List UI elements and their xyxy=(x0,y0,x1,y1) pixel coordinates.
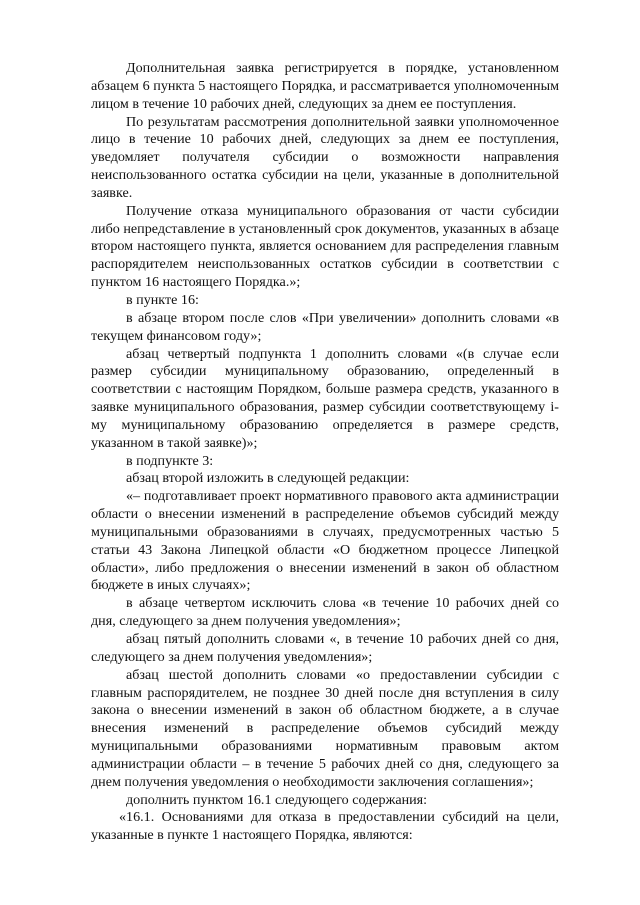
document-page xyxy=(91,60,559,845)
paragraph-new-wording-intro: абзац второй изложить в следующей редакции: xyxy=(126,470,410,487)
paragraph-point-16-1-intro: дополнить пунктом 16.1 следующего содержания: xyxy=(126,791,428,808)
paragraph-additional-application-registration: Дополнительная заявка регистрируется в порядке, установленном абзацем 6 пункта 5 настоящего Порядка, и рассматривается уполномоченным лицом в течение 10 рабочих дней, следующих за днем ее поступления. xyxy=(91,60,559,112)
paragraph-sixth-addition: абзац шестой дополнить словами «о предоставлении субсидии с главным распорядителем, не позднее 30 дней после дня вступления в силу закона о внесении изменений в закон об областном бюджете, а в случае внесения изменений в распределение объемов субсидий между муниципальными образованиями нормативным правовым актом администрации области – в течение 5 рабочих дней со дня, следующего за днем получения уведомления о необходимости заключения соглашения»; xyxy=(91,666,559,790)
paragraph-fourth-subparagraph-amendment: абзац четвертый подпункта 1 дополнить словами «(в случае если размер субсидии муниципальному образованию, определенный в соответствии с настоящим Порядком, больше размера средств, указанного в заявке муниципального образования, размер субсидии соответствующему i-му муниципальному образованию определяется в размере средств, указанном в такой заявке)»; xyxy=(91,345,559,451)
paragraph-point-16-1-text: «16.1. Основаниями для отказа в предоставлении субсидий на цели, указанные в пункте 1 настоящего Порядка, являются: xyxy=(91,809,559,844)
paragraph-fourth-exclusion: в абзаце четвертом исключить слова «в течение 10 рабочих дней со дня, следующего за днем получения уведомления»; xyxy=(91,595,559,630)
paragraph-point-16-heading: в пункте 16: xyxy=(126,291,199,308)
paragraph-new-wording-text: «– подготавливает проект нормативного правового акта администрации области о внесении изменений в распределение объемов субсидий между муниципальными образованиями в случаях, предусмотренных частью 5 статьи 43 Закона Липецкой области «О бюджетном процессе Липецкой области», либо предложения о внесении изменений в закон об областном бюджете в иных случаях»; xyxy=(91,488,559,594)
paragraph-second-subparagraph-amendment: в абзаце втором после слов «При увеличении» дополнить словами «в текущем финансовом году»; xyxy=(91,309,559,344)
paragraph-refusal-grounds-redistribution: Получение отказа муниципального образования от части субсидии либо непредставление в установленный срок документов, указанных в абзаце втором настоящего пункта, является основанием для распределения главным распорядителем неиспользованных остатков субсидии в соответствии с пунктом 16 настоящего Порядка.»; xyxy=(91,202,559,291)
paragraph-fifth-addition: абзац пятый дополнить словами «, в течение 10 рабочих дней со дня, следующего за днем получения уведомления»; xyxy=(91,631,559,665)
paragraph-subpoint-3-heading: в подпункте 3: xyxy=(126,452,214,469)
paragraph-review-results: По результатам рассмотрения дополнительной заявки уполномоченное лицо в течение 10 рабочих дней, следующих за днем ее поступления, уведомляет получателя субсидии о возможности направления неиспользованного остатка субсидии на цели, указанные в дополнительной заявке. xyxy=(91,113,559,201)
